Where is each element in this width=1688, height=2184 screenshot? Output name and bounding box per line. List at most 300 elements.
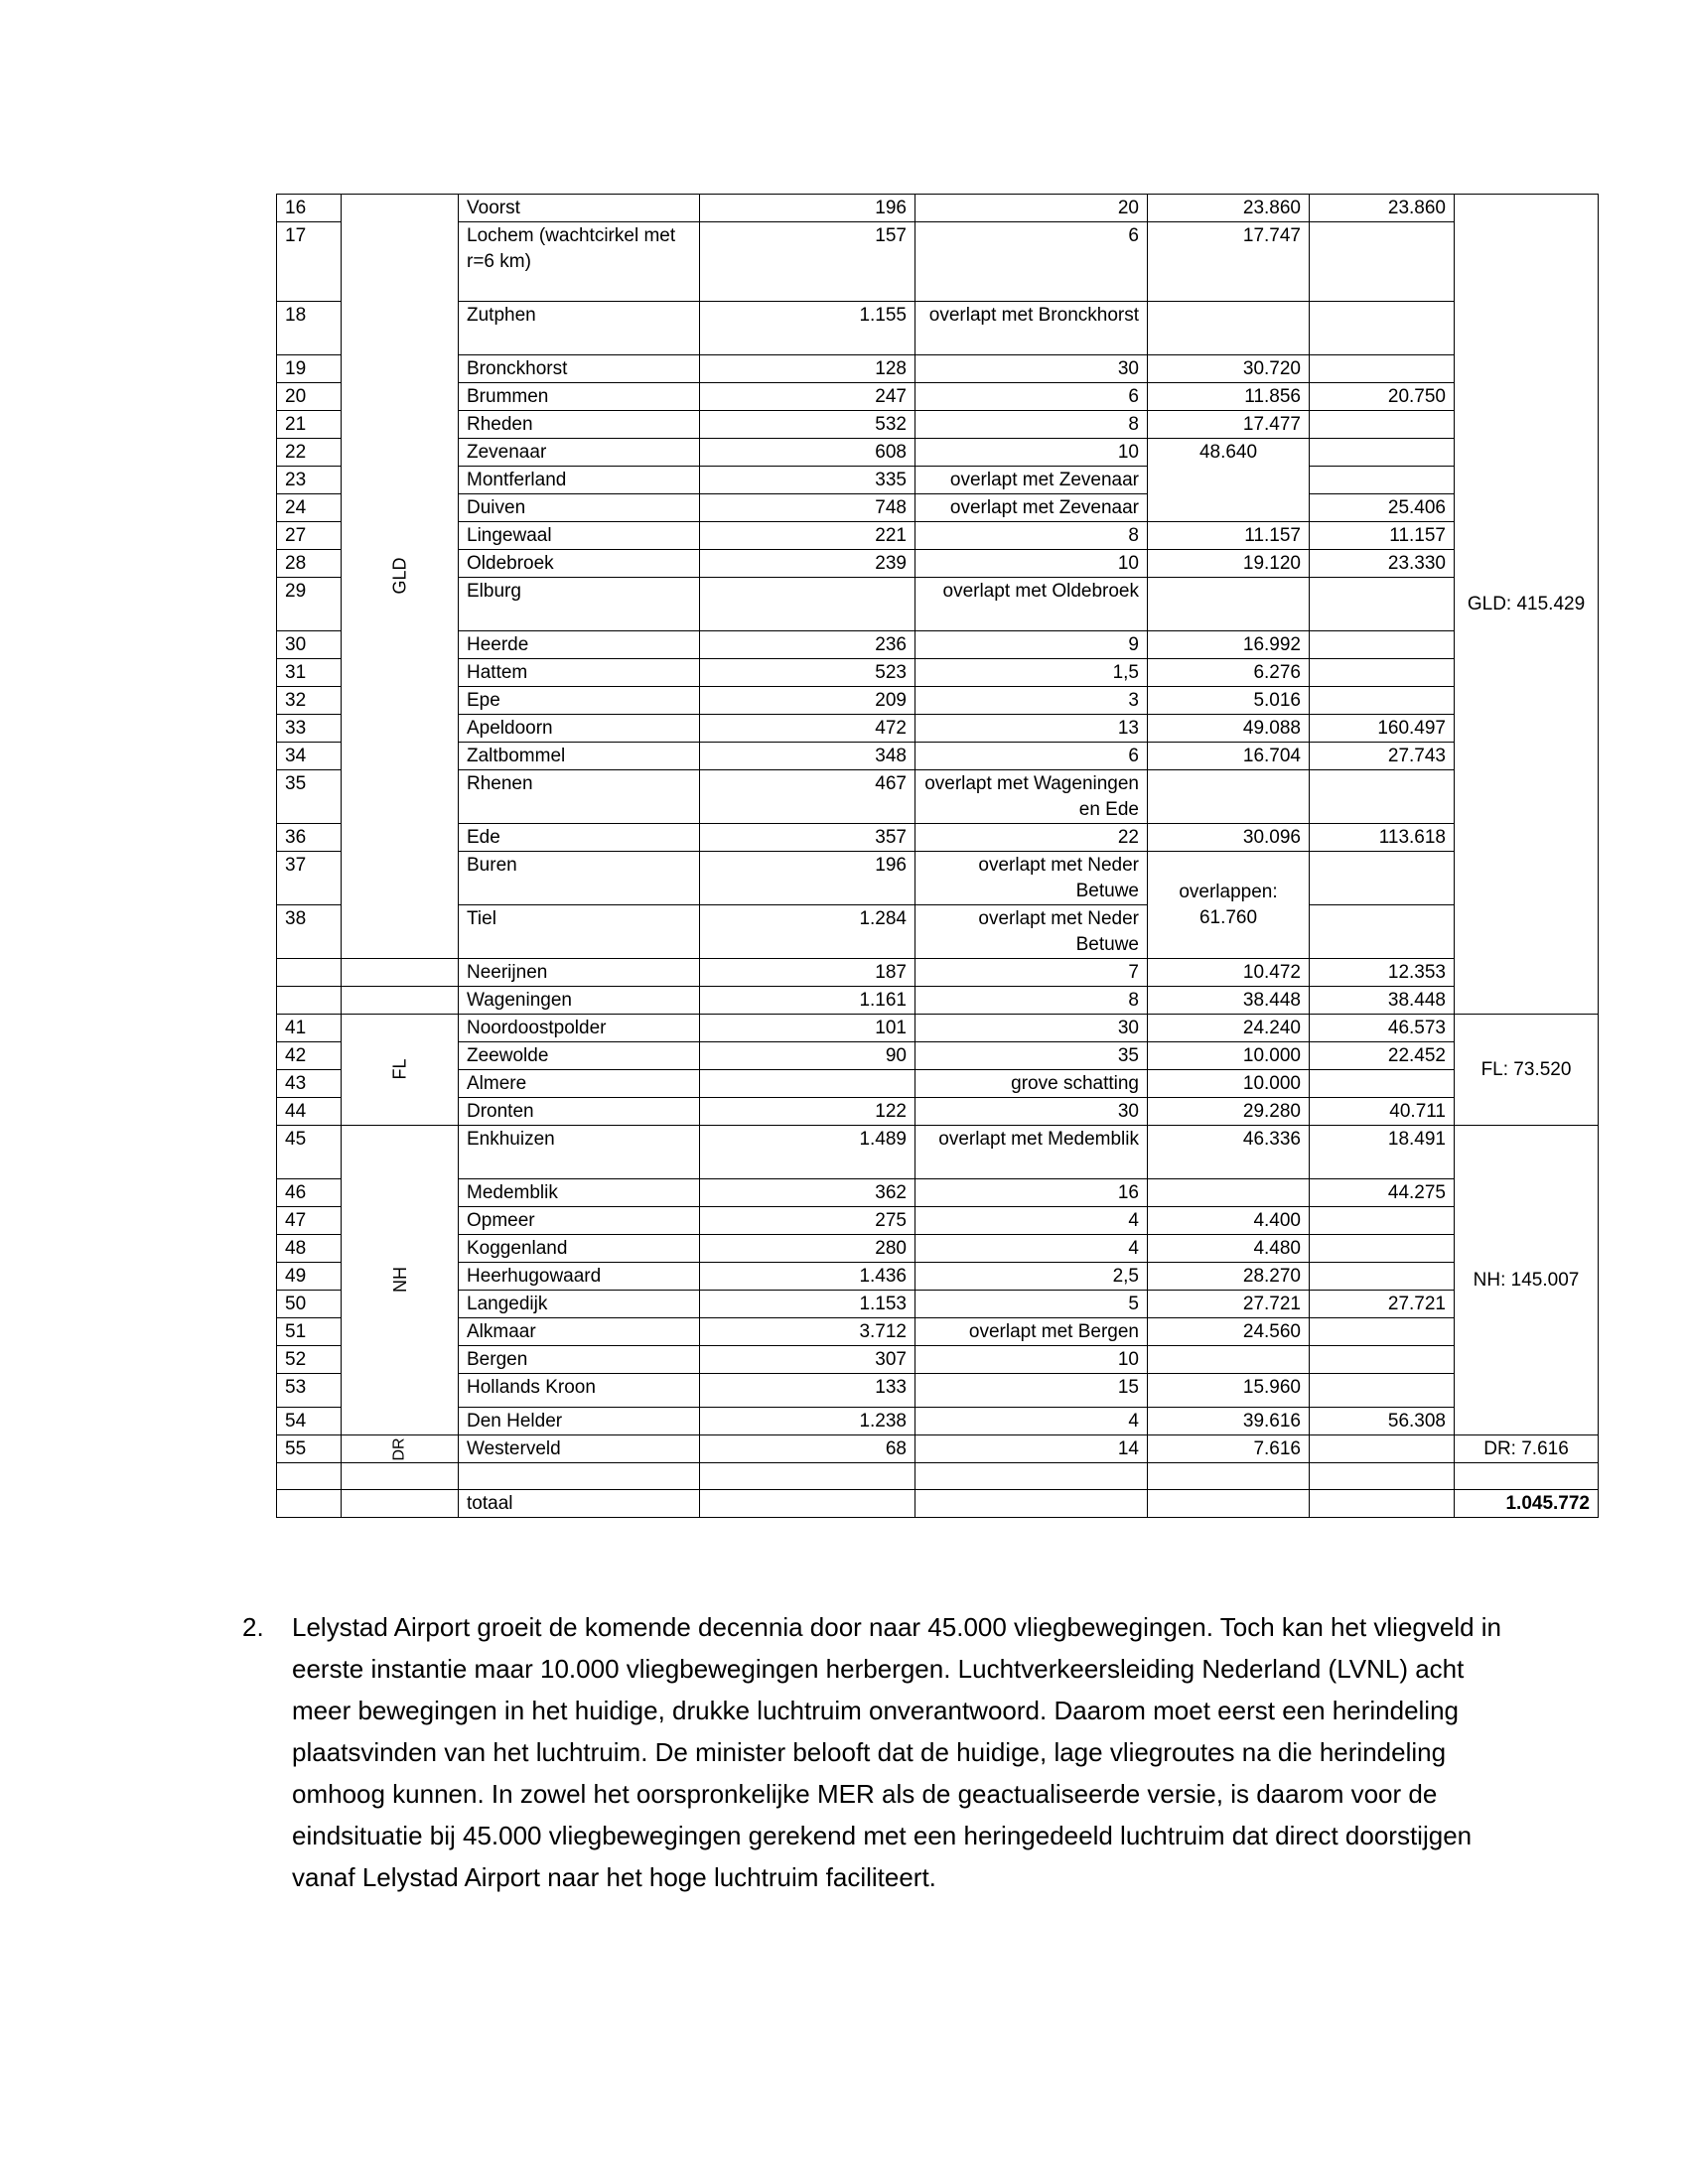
value-b: 4 xyxy=(915,1207,1148,1235)
value-d: 11.157 xyxy=(1310,522,1455,550)
table-row xyxy=(277,1318,1599,1346)
value-c: 11.856 xyxy=(1148,383,1310,411)
value-a: 362 xyxy=(700,1179,915,1207)
grand-total: 1.045.772 xyxy=(1455,1490,1599,1518)
value-c: 19.120 xyxy=(1148,550,1310,578)
empty-cell xyxy=(915,1490,1148,1518)
value-a: 239 xyxy=(700,550,915,578)
value-d xyxy=(1310,1263,1455,1291)
value-b: 5 xyxy=(915,1291,1148,1318)
row-number: 37 xyxy=(277,852,342,905)
row-number: 47 xyxy=(277,1207,342,1235)
value-d: 113.618 xyxy=(1310,824,1455,852)
value-c: 30.096 xyxy=(1148,824,1310,852)
value-b: 6 xyxy=(915,383,1148,411)
value-d xyxy=(1310,1207,1455,1235)
municipality-name: Heerhugowaard xyxy=(459,1263,700,1291)
value-d xyxy=(1310,1070,1455,1098)
value-c: 24.240 xyxy=(1148,1015,1310,1042)
value-d: 27.721 xyxy=(1310,1291,1455,1318)
value-b: 4 xyxy=(915,1408,1148,1435)
municipality-name: Westerveld xyxy=(459,1435,700,1463)
value-a: 236 xyxy=(700,631,915,659)
value-c: 10.000 xyxy=(1148,1070,1310,1098)
province-total: NH: 145.007 xyxy=(1455,1126,1599,1435)
value-c: 39.616 xyxy=(1148,1408,1310,1435)
value-a: 1.284 xyxy=(700,905,915,959)
paragraph-number: 2. xyxy=(242,1612,264,1642)
value-b: overlapt met Neder Betuwe xyxy=(915,852,1148,905)
value-b: 8 xyxy=(915,522,1148,550)
municipality-name: Elburg xyxy=(459,578,700,631)
value-b: overlapt met Bronckhorst xyxy=(915,302,1148,355)
value-b: overlapt met Zevenaar xyxy=(915,467,1148,494)
municipality-name: Langedijk xyxy=(459,1291,700,1318)
row-number: 20 xyxy=(277,383,342,411)
row-number: 24 xyxy=(277,494,342,522)
table-row xyxy=(277,411,1599,439)
total-row xyxy=(277,1490,1599,1518)
value-a: 1.436 xyxy=(700,1263,915,1291)
value-c: 10.000 xyxy=(1148,1042,1310,1070)
empty-row xyxy=(277,1463,1599,1490)
value-a: 467 xyxy=(700,770,915,824)
row-number: 38 xyxy=(277,905,342,959)
row-number: 29 xyxy=(277,578,342,631)
value-a: 209 xyxy=(700,687,915,715)
province-empty xyxy=(342,987,459,1015)
row-number: 36 xyxy=(277,824,342,852)
value-b: 1,5 xyxy=(915,659,1148,687)
municipality-table xyxy=(276,194,1599,1518)
value-b: 10 xyxy=(915,1346,1148,1374)
row-number xyxy=(277,959,342,987)
value-a xyxy=(700,578,915,631)
municipality-name: Voorst xyxy=(459,195,700,222)
value-c: 7.616 xyxy=(1148,1435,1310,1463)
table-row xyxy=(277,1015,1599,1042)
table-row xyxy=(277,1408,1599,1435)
table-row xyxy=(277,1207,1599,1235)
value-a: 1.153 xyxy=(700,1291,915,1318)
row-number: 34 xyxy=(277,743,342,770)
province-total: DR: 7.616 xyxy=(1455,1435,1599,1463)
value-a: 128 xyxy=(700,355,915,383)
table-row xyxy=(277,522,1599,550)
row-number: 27 xyxy=(277,522,342,550)
value-d: 22.452 xyxy=(1310,1042,1455,1070)
municipality-name: Noordoostpolder xyxy=(459,1015,700,1042)
municipality-name: Neerijnen xyxy=(459,959,700,987)
empty-cell xyxy=(277,1463,342,1490)
row-number: 52 xyxy=(277,1346,342,1374)
municipality-name: Bronckhorst xyxy=(459,355,700,383)
empty-cell xyxy=(1148,1490,1310,1518)
value-a xyxy=(700,1070,915,1098)
value-b: 30 xyxy=(915,355,1148,383)
municipality-name: Lochem (wachtcirkel met r=6 km) xyxy=(459,222,700,302)
table-body xyxy=(277,195,1599,1518)
value-d: 56.308 xyxy=(1310,1408,1455,1435)
value-c xyxy=(1148,1179,1310,1207)
value-b: 8 xyxy=(915,411,1148,439)
municipality-name: Hollands Kroon xyxy=(459,1374,700,1408)
municipality-name: Den Helder xyxy=(459,1408,700,1435)
table-row xyxy=(277,1263,1599,1291)
value-c: 30.720 xyxy=(1148,355,1310,383)
value-a: 187 xyxy=(700,959,915,987)
table-row xyxy=(277,1042,1599,1070)
value-a: 122 xyxy=(700,1098,915,1126)
value-d xyxy=(1310,631,1455,659)
value-a: 3.712 xyxy=(700,1318,915,1346)
table-row xyxy=(277,1346,1599,1374)
table-row xyxy=(277,550,1599,578)
value-c: 17.747 xyxy=(1148,222,1310,302)
empty-cell xyxy=(1455,1463,1599,1490)
paragraph-text: Lelystad Airport groeit de komende decennia door naar 45.000 vliegbewegingen. Toch kan het vliegveld in eerste instantie maar 10.000 vliegbewegingen herbergen. Luchtverkeersleiding Nederland (LVNL) acht meer bewegingen in het huidige, drukke luchtruim onverantwoord. Daarom moet eerst een herindeling plaatsvinden van het luchtruim. De minister belooft dat de huidige, lage vliegroutes na die herindeling omhoog kunnen. In zowel het oorspronkelijke MER als de geactualiseerde versie, is daarom voor de eindsituatie bij 45.000 vliegbewegingen gerekend met een heringedeeld luchtruim dat direct doorstijgen vanaf Lelystad Airport naar het hoge luchtruim faciliteert. xyxy=(292,1612,1502,1892)
row-number: 53 xyxy=(277,1374,342,1408)
table-row xyxy=(277,383,1599,411)
row-number: 48 xyxy=(277,1235,342,1263)
value-a: 133 xyxy=(700,1374,915,1408)
table-row xyxy=(277,1235,1599,1263)
province-label-text: GLD xyxy=(389,557,410,595)
row-number: 19 xyxy=(277,355,342,383)
municipality-name: Alkmaar xyxy=(459,1318,700,1346)
value-b: 13 xyxy=(915,715,1148,743)
value-a: 335 xyxy=(700,467,915,494)
municipality-name: Bergen xyxy=(459,1346,700,1374)
total-label: totaal xyxy=(459,1490,700,1518)
value-c: 5.016 xyxy=(1148,687,1310,715)
value-d xyxy=(1310,411,1455,439)
municipality-name: Apeldoorn xyxy=(459,715,700,743)
value-b: 8 xyxy=(915,987,1148,1015)
province-label-text: NH xyxy=(389,1267,410,1293)
value-d xyxy=(1310,770,1455,824)
value-a: 472 xyxy=(700,715,915,743)
value-c: 27.721 xyxy=(1148,1291,1310,1318)
province-label xyxy=(342,195,459,959)
numbered-paragraph xyxy=(242,1606,1503,1898)
municipality-name: Enkhuizen xyxy=(459,1126,700,1179)
value-d: 18.491 xyxy=(1310,1126,1455,1179)
value-d xyxy=(1310,355,1455,383)
value-c: 4.480 xyxy=(1148,1235,1310,1263)
row-number: 18 xyxy=(277,302,342,355)
municipality-name: Opmeer xyxy=(459,1207,700,1235)
value-c: 17.477 xyxy=(1148,411,1310,439)
value-d xyxy=(1310,439,1455,467)
row-number: 21 xyxy=(277,411,342,439)
value-c xyxy=(1148,302,1310,355)
empty-cell xyxy=(342,1490,459,1518)
value-c: 29.280 xyxy=(1148,1098,1310,1126)
value-b: overlapt met Medemblik xyxy=(915,1126,1148,1179)
value-d xyxy=(1310,1374,1455,1408)
table-row xyxy=(277,715,1599,743)
value-d xyxy=(1310,1318,1455,1346)
value-a: 101 xyxy=(700,1015,915,1042)
value-b: overlapt met Wageningen en Ede xyxy=(915,770,1148,824)
province-label-text: DR xyxy=(390,1437,408,1461)
value-b: 15 xyxy=(915,1374,1148,1408)
municipality-name: Dronten xyxy=(459,1098,700,1126)
value-a: 90 xyxy=(700,1042,915,1070)
value-b: 7 xyxy=(915,959,1148,987)
row-number: 30 xyxy=(277,631,342,659)
table-row xyxy=(277,302,1599,355)
table-row xyxy=(277,987,1599,1015)
municipality-name: Ede xyxy=(459,824,700,852)
row-number: 41 xyxy=(277,1015,342,1042)
value-c: 24.560 xyxy=(1148,1318,1310,1346)
value-c: 49.088 xyxy=(1148,715,1310,743)
value-a: 1.238 xyxy=(700,1408,915,1435)
row-number: 55 xyxy=(277,1435,342,1463)
row-number: 22 xyxy=(277,439,342,467)
value-d xyxy=(1310,302,1455,355)
row-number: 16 xyxy=(277,195,342,222)
value-a: 68 xyxy=(700,1435,915,1463)
value-d: 23.330 xyxy=(1310,550,1455,578)
value-b: 9 xyxy=(915,631,1148,659)
row-number: 17 xyxy=(277,222,342,302)
empty-cell xyxy=(277,1490,342,1518)
municipality-name: Epe xyxy=(459,687,700,715)
value-a: 348 xyxy=(700,743,915,770)
value-d: 27.743 xyxy=(1310,743,1455,770)
value-b: 14 xyxy=(915,1435,1148,1463)
row-number: 23 xyxy=(277,467,342,494)
row-number xyxy=(277,987,342,1015)
row-number: 46 xyxy=(277,1179,342,1207)
municipality-name: Buren xyxy=(459,852,700,905)
value-d: 12.353 xyxy=(1310,959,1455,987)
municipality-name: Rhenen xyxy=(459,770,700,824)
municipality-name: Wageningen xyxy=(459,987,700,1015)
empty-cell xyxy=(700,1490,915,1518)
value-c: 10.472 xyxy=(1148,959,1310,987)
value-c: 4.400 xyxy=(1148,1207,1310,1235)
table-row xyxy=(277,905,1599,959)
empty-cell xyxy=(1148,1463,1310,1490)
value-c: 28.270 xyxy=(1148,1263,1310,1291)
table-row xyxy=(277,743,1599,770)
value-b: overlapt met Oldebroek xyxy=(915,578,1148,631)
value-b: 6 xyxy=(915,743,1148,770)
municipality-name: Rheden xyxy=(459,411,700,439)
value-a: 275 xyxy=(700,1207,915,1235)
value-d xyxy=(1310,578,1455,631)
table-row xyxy=(277,355,1599,383)
value-d: 38.448 xyxy=(1310,987,1455,1015)
row-number: 49 xyxy=(277,1263,342,1291)
empty-cell xyxy=(915,1463,1148,1490)
value-d xyxy=(1310,659,1455,687)
value-a: 748 xyxy=(700,494,915,522)
value-a: 1.489 xyxy=(700,1126,915,1179)
value-c: 6.276 xyxy=(1148,659,1310,687)
empty-cell xyxy=(342,1463,459,1490)
table-row xyxy=(277,439,1599,467)
value-d xyxy=(1310,905,1455,959)
value-a: 357 xyxy=(700,824,915,852)
value-d: 20.750 xyxy=(1310,383,1455,411)
value-a: 532 xyxy=(700,411,915,439)
value-c: 16.704 xyxy=(1148,743,1310,770)
empty-cell xyxy=(459,1463,700,1490)
value-d: 44.275 xyxy=(1310,1179,1455,1207)
value-b: overlapt met Bergen xyxy=(915,1318,1148,1346)
table-row xyxy=(277,1291,1599,1318)
value-a: 196 xyxy=(700,195,915,222)
row-number: 32 xyxy=(277,687,342,715)
value-b: 6 xyxy=(915,222,1148,302)
value-d: 25.406 xyxy=(1310,494,1455,522)
value-b: 4 xyxy=(915,1235,1148,1263)
table-row xyxy=(277,959,1599,987)
value-b: 35 xyxy=(915,1042,1148,1070)
municipality-name: Zutphen xyxy=(459,302,700,355)
table-row xyxy=(277,1126,1599,1179)
municipality-name: Montferland xyxy=(459,467,700,494)
value-c xyxy=(1148,578,1310,631)
table-row xyxy=(277,1098,1599,1126)
value-c-overlap: overlappen: 61.760 xyxy=(1148,852,1310,959)
value-b: overlapt met Zevenaar xyxy=(915,494,1148,522)
municipality-name: Heerde xyxy=(459,631,700,659)
value-a: 221 xyxy=(700,522,915,550)
table-row xyxy=(277,222,1599,302)
value-a: 1.155 xyxy=(700,302,915,355)
value-b: 10 xyxy=(915,550,1148,578)
value-a: 608 xyxy=(700,439,915,467)
empty-cell xyxy=(1310,1490,1455,1518)
row-number: 45 xyxy=(277,1126,342,1179)
row-number: 28 xyxy=(277,550,342,578)
row-number: 31 xyxy=(277,659,342,687)
province-label xyxy=(342,1015,459,1126)
value-a: 157 xyxy=(700,222,915,302)
province-label xyxy=(342,1435,459,1463)
municipality-name: Koggenland xyxy=(459,1235,700,1263)
value-a: 1.161 xyxy=(700,987,915,1015)
municipality-name: Tiel xyxy=(459,905,700,959)
row-number: 42 xyxy=(277,1042,342,1070)
value-d xyxy=(1310,1346,1455,1374)
value-d xyxy=(1310,222,1455,302)
value-d xyxy=(1310,852,1455,905)
value-d xyxy=(1310,687,1455,715)
value-c: 16.992 xyxy=(1148,631,1310,659)
province-total: FL: 73.520 xyxy=(1455,1015,1599,1126)
table-row xyxy=(277,631,1599,659)
value-d xyxy=(1310,467,1455,494)
value-c: 23.860 xyxy=(1148,195,1310,222)
table-row xyxy=(277,659,1599,687)
value-a: 523 xyxy=(700,659,915,687)
value-d: 23.860 xyxy=(1310,195,1455,222)
value-a: 307 xyxy=(700,1346,915,1374)
value-d: 40.711 xyxy=(1310,1098,1455,1126)
municipality-name: Zeewolde xyxy=(459,1042,700,1070)
table-row xyxy=(277,195,1599,222)
value-c: 46.336 xyxy=(1148,1126,1310,1179)
value-c xyxy=(1148,770,1310,824)
table-row xyxy=(277,1435,1599,1463)
table-row xyxy=(277,687,1599,715)
value-d: 46.573 xyxy=(1310,1015,1455,1042)
value-c: 48.640 xyxy=(1148,439,1310,522)
empty-cell xyxy=(700,1463,915,1490)
row-number: 43 xyxy=(277,1070,342,1098)
municipality-name: Hattem xyxy=(459,659,700,687)
value-a: 247 xyxy=(700,383,915,411)
municipality-name: Almere xyxy=(459,1070,700,1098)
value-b: 10 xyxy=(915,439,1148,467)
municipality-name: Medemblik xyxy=(459,1179,700,1207)
table-row xyxy=(277,467,1599,494)
value-d: 160.497 xyxy=(1310,715,1455,743)
municipality-name: Duiven xyxy=(459,494,700,522)
province-empty xyxy=(342,959,459,987)
value-c: 38.448 xyxy=(1148,987,1310,1015)
value-b: 16 xyxy=(915,1179,1148,1207)
municipality-name: Zaltbommel xyxy=(459,743,700,770)
value-b: 30 xyxy=(915,1098,1148,1126)
row-number: 51 xyxy=(277,1318,342,1346)
municipality-name: Oldebroek xyxy=(459,550,700,578)
value-c xyxy=(1148,1346,1310,1374)
table-row xyxy=(277,578,1599,631)
value-a: 280 xyxy=(700,1235,915,1263)
value-c: 15.960 xyxy=(1148,1374,1310,1408)
value-b: grove schatting xyxy=(915,1070,1148,1098)
municipality-name: Zevenaar xyxy=(459,439,700,467)
table-row xyxy=(277,1070,1599,1098)
table-row xyxy=(277,494,1599,522)
row-number: 33 xyxy=(277,715,342,743)
table-row xyxy=(277,824,1599,852)
value-b: 20 xyxy=(915,195,1148,222)
row-number: 54 xyxy=(277,1408,342,1435)
table-row xyxy=(277,852,1599,905)
row-number: 50 xyxy=(277,1291,342,1318)
value-a: 196 xyxy=(700,852,915,905)
value-b: overlapt met Neder Betuwe xyxy=(915,905,1148,959)
municipality-name: Brummen xyxy=(459,383,700,411)
value-d xyxy=(1310,1235,1455,1263)
value-b: 22 xyxy=(915,824,1148,852)
empty-cell xyxy=(1310,1463,1455,1490)
table-row xyxy=(277,1179,1599,1207)
value-d xyxy=(1310,1435,1455,1463)
table-row xyxy=(277,770,1599,824)
table-row xyxy=(277,1374,1599,1408)
province-label-text: FL xyxy=(389,1058,410,1080)
value-b: 3 xyxy=(915,687,1148,715)
row-number: 44 xyxy=(277,1098,342,1126)
province-total: GLD: 415.429 xyxy=(1455,195,1599,1015)
municipality-name: Lingewaal xyxy=(459,522,700,550)
row-number: 35 xyxy=(277,770,342,824)
value-b: 2,5 xyxy=(915,1263,1148,1291)
value-b: 30 xyxy=(915,1015,1148,1042)
province-label xyxy=(342,1126,459,1435)
value-c: 11.157 xyxy=(1148,522,1310,550)
